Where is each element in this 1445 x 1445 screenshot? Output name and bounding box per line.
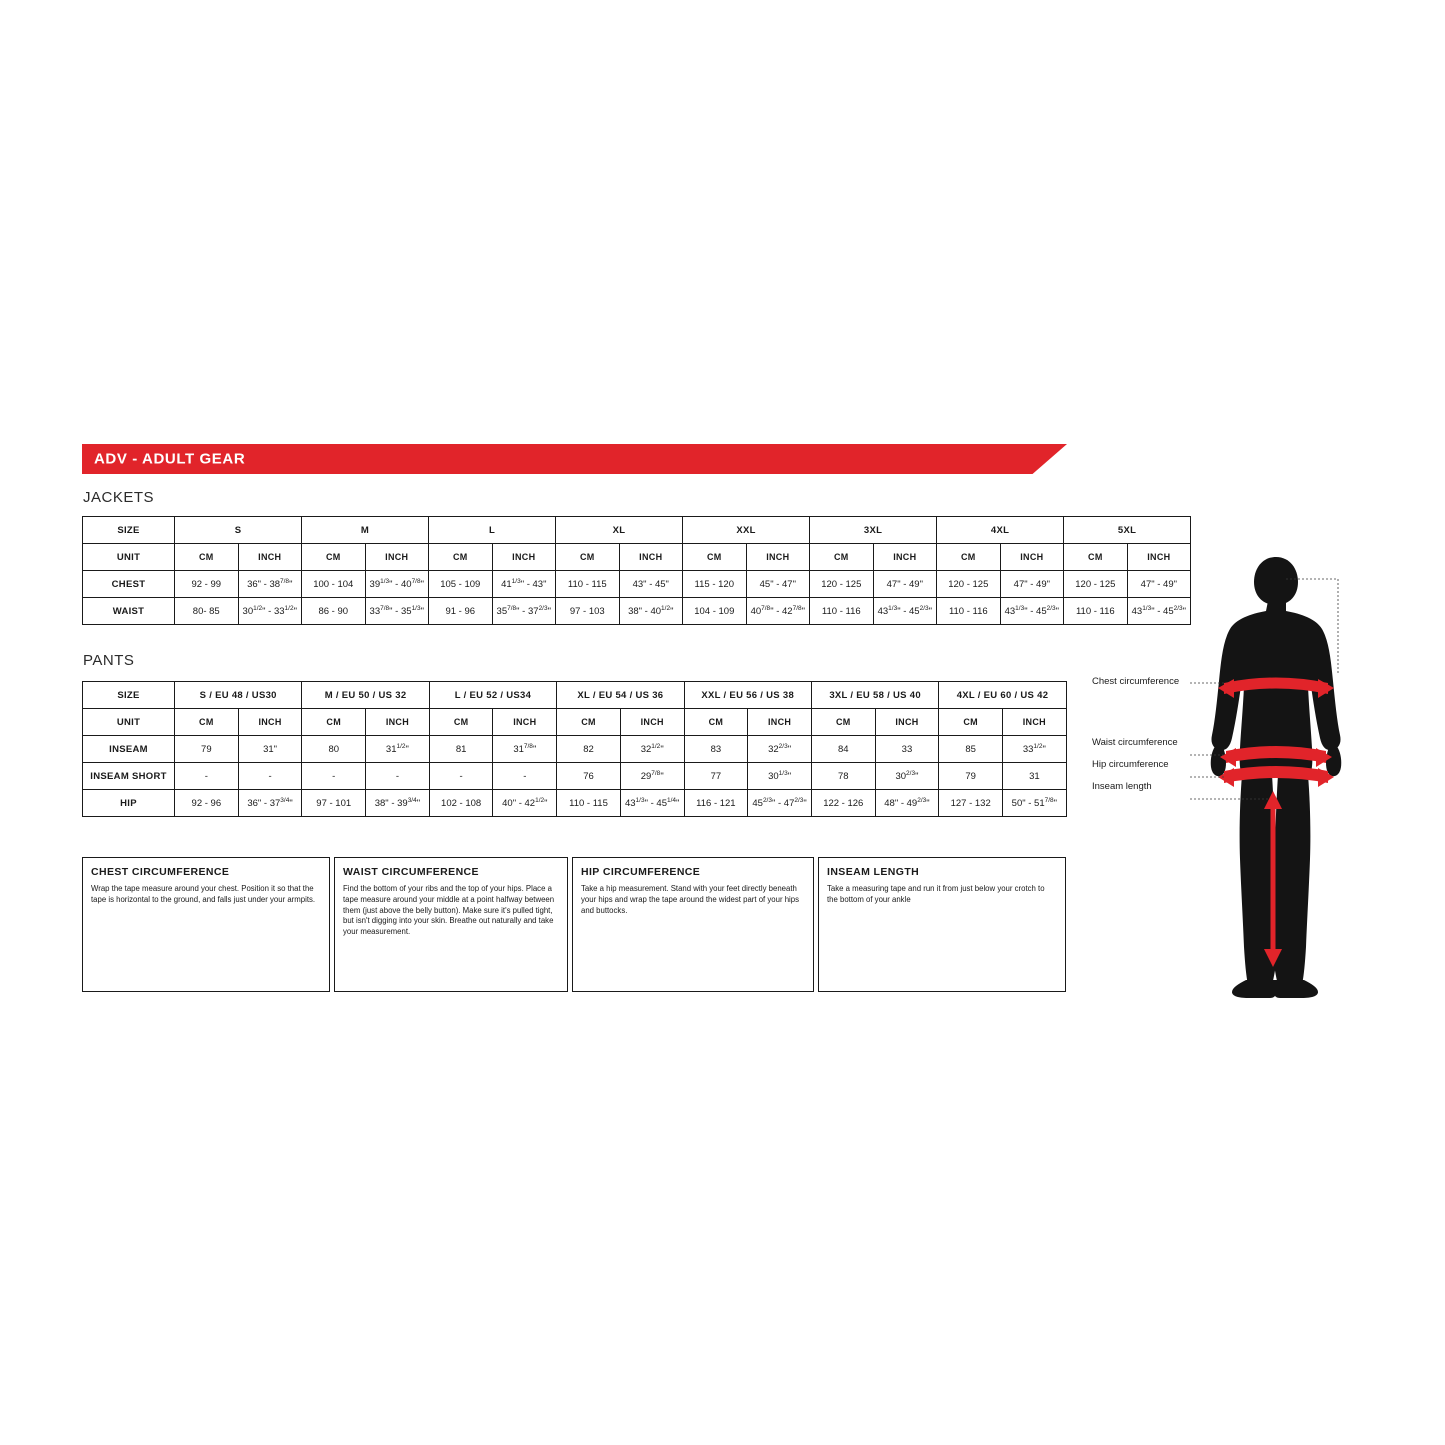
cell-inseam-short-3xl-cm: 78 (811, 763, 875, 790)
banner (82, 444, 1067, 474)
callout-waist-circumference: Waist circumference (1092, 737, 1178, 748)
cell-waist-xl-inch: 38" - $40^{1/2}$" (619, 598, 683, 625)
cell-chest-4xl-inch: 47" - 49" (1000, 571, 1064, 598)
cell-hip-m-inch: 38" - $39^{3/4}$" (366, 790, 430, 817)
info-box-hip-circumference (572, 857, 814, 992)
cell-inseam-xl-inch: $32^{1/2}$" (620, 736, 684, 763)
unit-cm: CM (429, 544, 493, 571)
cell-hip-3xl-inch: 48" - $49^{2/3}$" (875, 790, 939, 817)
unit-inch: INCH (619, 544, 683, 571)
cell-inseam-m-cm: 80 (302, 736, 366, 763)
cell-chest-m-inch: $39^{1/3}$" - $40^{7/8}$" (365, 571, 429, 598)
pant-size-l: L / EU 52 / US34 (429, 682, 556, 709)
cell-chest-3xl-cm: 120 - 125 (810, 571, 874, 598)
unit-cm: CM (557, 709, 621, 736)
cell-inseam-xl-cm: 82 (557, 736, 621, 763)
cell-waist-m-cm: 86 - 90 (302, 598, 366, 625)
unit-inch: INCH (238, 709, 302, 736)
cell-chest-3xl-inch: 47" - 49" (873, 571, 937, 598)
cell-chest-xxl-inch: 45" - 47" (746, 571, 810, 598)
unit-cm: CM (175, 709, 239, 736)
unit-inch: INCH (238, 544, 302, 571)
table-row (83, 763, 1067, 790)
row-label-unit: UNIT (83, 544, 175, 571)
banner-title: ADV - ADULT GEAR (94, 450, 246, 468)
cell-hip-l-cm: 102 - 108 (429, 790, 493, 817)
pants-section-title: PANTS (83, 652, 135, 669)
cell-inseam-xxl-inch: $32^{2/3}$" (748, 736, 812, 763)
unit-inch: INCH (365, 544, 429, 571)
cell-chest-4xl-cm: 120 - 125 (937, 571, 1001, 598)
row-label-waist: WAIST (83, 598, 175, 625)
cell-waist-s-cm: 80- 85 (175, 598, 239, 625)
cell-hip-s-cm: 92 - 96 (175, 790, 239, 817)
cell-inseam-short-xl-inch: $29^{7/8}$" (620, 763, 684, 790)
jacket-size-3xl: 3XL (810, 517, 937, 544)
cell-waist-m-inch: $33^{7/8}$" - $35^{1/3}$" (365, 598, 429, 625)
unit-inch: INCH (1000, 544, 1064, 571)
info-box-body: Find the bottom of your ribs and the top of your hips. Place a tape measure around your middle at a point halfway between them (just above the belly button). Make sure it's pulled tight, but isn't digging into your skin. Breathe out naturally and take your measurement. (343, 884, 555, 936)
cell-waist-xxl-inch: $40^{7/8}$" - $42^{7/8}$" (746, 598, 810, 625)
cell-waist-5xl-inch: $43^{1/3}$" - $45^{2/3}$" (1127, 598, 1191, 625)
cell-hip-4xl-cm: 127 - 132 (939, 790, 1003, 817)
cell-inseam-short-m-cm: - (302, 763, 366, 790)
info-box-title: HIP CIRCUMFERENCE (581, 866, 701, 878)
info-box-title: INSEAM LENGTH (827, 866, 920, 878)
row-label-chest: CHEST (83, 571, 175, 598)
callout-chest-circumference: Chest circumference (1092, 676, 1180, 687)
table-row (83, 571, 1191, 598)
row-label-size: SIZE (83, 682, 175, 709)
pant-size-xxl: XXL / EU 56 / US 38 (684, 682, 811, 709)
info-box-inseam-length (818, 857, 1066, 992)
cell-chest-xxl-cm: 115 - 120 (683, 571, 747, 598)
unit-cm: CM (429, 709, 493, 736)
cell-inseam-short-xxl-inch: $30^{1/3}$" (748, 763, 812, 790)
unit-cm: CM (175, 544, 239, 571)
cell-waist-3xl-inch: $43^{1/3}$" - $45^{2/3}$" (873, 598, 937, 625)
info-box-body: Take a hip measurement. Stand with your feet directly beneath your hips and wrap the tape around the widest part of your hips and buttocks. (581, 884, 800, 915)
cell-hip-s-inch: 36" - $37^{3/4}$" (238, 790, 302, 817)
unit-inch: INCH (493, 709, 557, 736)
unit-cm: CM (683, 544, 747, 571)
pant-size-4xl: 4XL / EU 60 / US 42 (939, 682, 1066, 709)
unit-cm: CM (556, 544, 620, 571)
pant-size-3xl: 3XL / EU 58 / US 40 (811, 682, 938, 709)
cell-chest-5xl-inch: 47" - 49" (1127, 571, 1191, 598)
jacket-size-xl: XL (556, 517, 683, 544)
cell-waist-s-inch: $30^{1/2}$" - $33^{1/2}$" (238, 598, 302, 625)
cell-waist-xl-cm: 97 - 103 (556, 598, 620, 625)
unit-inch: INCH (620, 709, 684, 736)
cell-inseam-3xl-inch: 33 (875, 736, 939, 763)
unit-cm: CM (937, 544, 1001, 571)
cell-waist-xxl-cm: 104 - 109 (683, 598, 747, 625)
table-row (83, 544, 1191, 571)
unit-inch: INCH (1003, 709, 1067, 736)
cell-inseam-4xl-cm: 85 (939, 736, 1003, 763)
jacket-size-xxl: XXL (683, 517, 810, 544)
cell-inseam-short-4xl-cm: 79 (939, 763, 1003, 790)
info-box-body: Wrap the tape measure around your chest. Position it so that the tape is horizontal to the ground, and falls just under your armpits. (91, 884, 316, 904)
unit-inch: INCH (492, 544, 556, 571)
cell-inseam-m-inch: $31^{1/2}$" (366, 736, 430, 763)
cell-chest-s-cm: 92 - 99 (175, 571, 239, 598)
cell-inseam-short-xl-cm: 76 (557, 763, 621, 790)
cell-hip-xxl-cm: 116 - 121 (684, 790, 748, 817)
cell-inseam-short-s-inch: - (238, 763, 302, 790)
cell-waist-l-cm: 91 - 96 (429, 598, 493, 625)
table-row (83, 598, 1191, 625)
cell-hip-l-inch: 40" - $42^{1/2}$" (493, 790, 557, 817)
cell-chest-xl-cm: 110 - 115 (556, 571, 620, 598)
unit-cm: CM (302, 544, 366, 571)
cell-inseam-short-4xl-inch: 31 (1003, 763, 1067, 790)
cell-chest-m-cm: 100 - 104 (302, 571, 366, 598)
cell-chest-xl-inch: 43" - 45" (619, 571, 683, 598)
cell-chest-5xl-cm: 120 - 125 (1064, 571, 1128, 598)
unit-inch: INCH (746, 544, 810, 571)
info-box-chest-circumference (82, 857, 330, 992)
unit-cm: CM (811, 709, 875, 736)
row-label-hip: HIP (83, 790, 175, 817)
info-box-waist-circumference (334, 857, 568, 992)
body-measurement-figure (1190, 555, 1390, 1000)
row-label-unit: UNIT (83, 709, 175, 736)
cell-waist-4xl-cm: 110 - 116 (937, 598, 1001, 625)
cell-chest-l-cm: 105 - 109 (429, 571, 493, 598)
cell-hip-3xl-cm: 122 - 126 (811, 790, 875, 817)
jackets-section-title: JACKETS (83, 489, 155, 506)
table-row (83, 790, 1067, 817)
callout-hip-circumference: Hip circumference (1092, 759, 1169, 770)
cell-inseam-s-cm: 79 (175, 736, 239, 763)
cell-hip-xl-cm: 110 - 115 (557, 790, 621, 817)
row-label-inseam-short: INSEAM SHORT (83, 763, 175, 790)
unit-cm: CM (939, 709, 1003, 736)
cell-inseam-short-l-cm: - (429, 763, 493, 790)
jackets-size-table (82, 516, 1191, 625)
table-row (83, 682, 1067, 709)
pant-size-xl: XL / EU 54 / US 36 (557, 682, 684, 709)
info-box-body: Take a measuring tape and run it from just below your crotch to the bottom of your ankle (827, 884, 1045, 904)
cell-inseam-short-l-inch: - (493, 763, 557, 790)
callout-inseam-length: Inseam length (1092, 781, 1152, 792)
row-label-size: SIZE (83, 517, 175, 544)
pants-size-table (82, 681, 1067, 817)
cell-waist-l-inch: $35^{7/8}$" - $37^{2/3}$" (492, 598, 556, 625)
unit-cm: CM (1064, 544, 1128, 571)
cell-inseam-l-inch: $31^{7/8}$" (493, 736, 557, 763)
cell-chest-s-inch: 36" - $38^{7/8}$" (238, 571, 302, 598)
unit-cm: CM (810, 544, 874, 571)
cell-waist-3xl-cm: 110 - 116 (810, 598, 874, 625)
jacket-size-5xl: 5XL (1064, 517, 1191, 544)
cell-chest-l-inch: $41^{1/3}$" - 43" (492, 571, 556, 598)
cell-inseam-4xl-inch: $33^{1/2}$" (1003, 736, 1067, 763)
cell-waist-4xl-inch: $43^{1/3}$" - $45^{2/3}$" (1000, 598, 1064, 625)
unit-inch: INCH (748, 709, 812, 736)
cell-inseam-xxl-cm: 83 (684, 736, 748, 763)
cell-hip-4xl-inch: 50" - $51^{7/8}$" (1003, 790, 1067, 817)
cell-inseam-short-m-inch: - (366, 763, 430, 790)
cell-inseam-short-s-cm: - (175, 763, 239, 790)
pant-size-m: M / EU 50 / US 32 (302, 682, 429, 709)
cell-inseam-s-inch: 31" (238, 736, 302, 763)
jacket-size-l: L (429, 517, 556, 544)
table-row (83, 736, 1067, 763)
unit-inch: INCH (1127, 544, 1191, 571)
cell-inseam-l-cm: 81 (429, 736, 493, 763)
unit-cm: CM (684, 709, 748, 736)
row-label-inseam: INSEAM (83, 736, 175, 763)
jacket-size-s: S (175, 517, 302, 544)
cell-inseam-short-xxl-cm: 77 (684, 763, 748, 790)
cell-hip-m-cm: 97 - 101 (302, 790, 366, 817)
unit-cm: CM (302, 709, 366, 736)
human-silhouette-icon (1190, 555, 1390, 1000)
cell-inseam-short-3xl-inch: $30^{2/3}$" (875, 763, 939, 790)
cell-hip-xxl-inch: $45^{2/3}$" - $47^{2/3}$" (748, 790, 812, 817)
pant-size-s: S / EU 48 / US30 (175, 682, 302, 709)
table-row (83, 709, 1067, 736)
cell-waist-5xl-cm: 110 - 116 (1064, 598, 1128, 625)
cell-hip-xl-inch: $43^{1/3}$" - $45^{1/4}$" (620, 790, 684, 817)
jacket-size-m: M (302, 517, 429, 544)
info-box-title: CHEST CIRCUMFERENCE (91, 866, 230, 878)
info-box-title: WAIST CIRCUMFERENCE (343, 866, 479, 878)
unit-inch: INCH (366, 709, 430, 736)
unit-inch: INCH (873, 544, 937, 571)
unit-inch: INCH (875, 709, 939, 736)
jacket-size-4xl: 4XL (937, 517, 1064, 544)
table-row (83, 517, 1191, 544)
cell-inseam-3xl-cm: 84 (811, 736, 875, 763)
